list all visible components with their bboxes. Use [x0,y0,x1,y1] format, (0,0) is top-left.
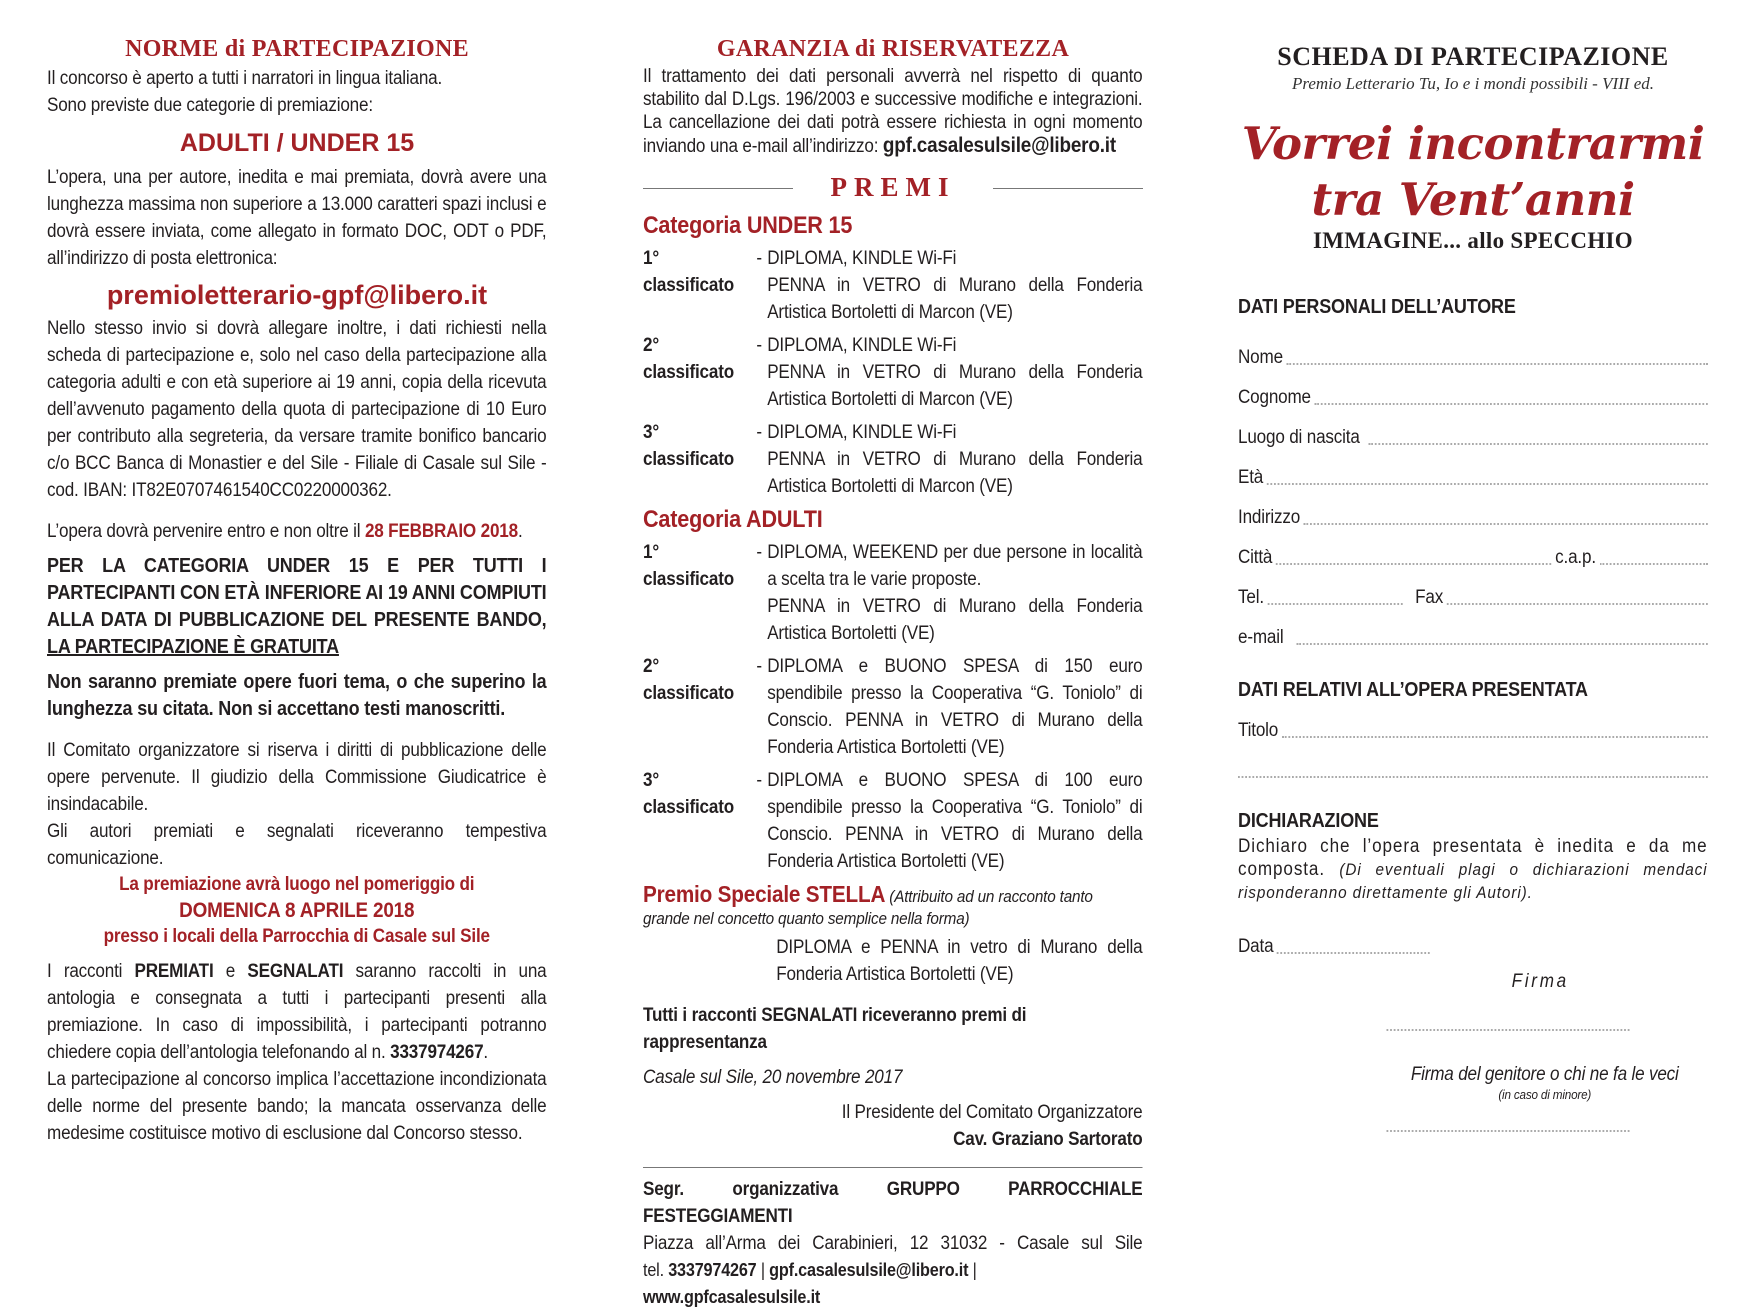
prize-description: DIPLOMA, WEEKEND per due persone in località a scelta tra le varie proposte. PENNA in VETRO di Murano della Fonderia Artistica Bortoletti (VE) [767,542,1143,644]
president-role: Il Presidente del Comitato Organizzatore [841,1102,1143,1123]
adulti-prize-row [643,653,1143,761]
cognome-field[interactable]: Cognome [1238,371,1708,411]
norme-heading: NORME di PARTECIPAZIONE [125,36,469,62]
accettazione-paragraph: La partecipazione al concorso implica l’accettazione incondizionata delle norme del presente bando; la mancata osservanza delle medesime costituisce motivo di esclusione dal Concorso stesso. [47,1069,547,1144]
opera-data-heading: DATI RELATIVI ALL’OPERA PRESENTATA [1238,679,1588,701]
adulti-prize-row [643,539,1143,647]
eta-field[interactable]: Età [1238,451,1708,491]
titolo-field-line2[interactable] [1238,744,1708,784]
categories-heading: ADULTI / UNDER 15 [179,129,415,157]
prize-dash: - [756,770,762,791]
privacy-paragraph: Il trattamento dei dati personali avverrà nel rispetto di quanto stabilito dal D.Lgs. 196/2003 e successive modifiche e integrazioni. La cancellazione dei dati potrà essere richiesta in ogni momento inviando una e-mail all’indirizzo: gpf.casalesulsile@libero.it [643,66,1143,157]
cap-label: c.a.p. [1555,547,1596,568]
prize-dash: - [756,335,762,356]
place-date: Casale sul Sile, 20 novembre 2017 [643,1067,903,1088]
nome-field[interactable]: Nome [1238,331,1708,371]
adulti-prize-row [643,767,1143,875]
scheda-title: SCHEDA DI PARTECIPAZIONE [1277,42,1669,71]
dichiarazione-heading: DICHIARAZIONE [1238,810,1379,832]
stella-description: (Attribuito ad un racconto tanto grande nel concetto quanto semplice nella forma) [643,887,1093,928]
theme-tagline: IMMAGINE... allo SPECCHIO [1313,228,1633,253]
intro-categories-text: Sono previste due categorie di premiazione: [47,95,373,116]
prize-place: 1° classificato [643,248,734,296]
personal-data-heading: DATI PERSONALI DELL’AUTORE [1238,296,1516,318]
prize-place: 2° classificato [643,656,734,704]
firma-genitore-label: Firma del genitore o chi ne fa le veci [1410,1064,1679,1085]
prize-dash: - [756,422,762,443]
autori-paragraph: Gli autori premiati e segnalati riceveranno tempestiva comunicazione. [47,821,547,869]
gratis-notice: PER LA CATEGORIA UNDER 15 E PER TUTTI I PARTECIPANTI CON ETÀ INFERIORE AI 19 ANNI COMPIUTI ALLA DATA DI PUBBLICAZIONE DEL PRESENTE BANDO, LA PARTECIPAZIONE È GRATUITA [47,555,547,658]
prize-place: 3° classificato [643,422,734,470]
intro-text: Il concorso è aperto a tutti i narratori in lingua italiana. [47,68,443,89]
firma-genitore-note: (in caso di minore) [1498,1087,1592,1102]
president-name: Cav. Graziano Sartorato [953,1129,1143,1150]
segreteria-address: Piazza all’Arma dei Carabinieri, 12 31032 - Casale sul Sile [643,1233,1143,1254]
premiazione-date: DOMENICA 8 APRILE 2018 [179,899,415,922]
segnalati-notice: Tutti i racconti SEGNALATI riceveranno premi di rappresentanza [643,1005,1027,1053]
theme-title-line2: tra Vent’anni [1311,173,1635,226]
contact-line: tel. 3337974267 | gpf.casalesulsile@libero.it | www.gpfcasalesulsile.it [643,1260,977,1307]
prize-description: DIPLOMA, KINDLE Wi-Fi PENNA in VETRO di Murano della Fonderia Artistica Bortoletti di Marcon (VE) [767,335,1143,410]
theme-title [1238,116,1708,228]
dichiarazione-text: Dichiaro che l’opera presentata è inedita e da me composta. (Di eventuali plagi o dichiarazioni mendaci risponderanno direttamente gli Autori). [1238,836,1708,902]
prize-place: 3° classificato [643,770,734,818]
prize-description: DIPLOMA, KINDLE Wi-Fi PENNA in VETRO di Murano della Fonderia Artistica Bortoletti di Marcon (VE) [767,422,1143,497]
norme-column [47,36,547,1147]
segreteria-line: Segr. organizzativa GRUPPO PARROCCHIALE FESTEGGIAMENTI [643,1179,1143,1227]
premiazione-place: presso i locali della Parrocchia di Casale sul Sile [103,926,490,947]
under15-prize-row [643,419,1143,500]
contact-website[interactable]: www.gpfcasalesulsile.it [643,1287,821,1307]
prize-dash: - [756,248,762,269]
prize-description: DIPLOMA e BUONO SPESA di 150 euro spendibile presso la Cooperativa “G. Toniolo” di Conscio. PENNA in VETRO di Murano della Fonderia Artistica Bortoletti (VE) [767,656,1143,758]
premiazione-block [47,872,547,950]
indirizzo-field[interactable]: Indirizzo [1238,491,1708,531]
privacy-email: gpf.casalesulsile@libero.it [882,134,1116,157]
comitato-paragraph: Il Comitato organizzatore si riserva i diritti di pubblicazione delle opere pervenute. Il giudizio della Commissione Giudicatrice è insindacabile. [47,740,547,815]
riservatezza-heading: GARANZIA di RISERVATEZZA [716,36,1070,62]
deadline-paragraph: L’opera dovrà pervenire entro e non oltre il 28 FEBBRAIO 2018. [47,521,523,542]
firma-genitore-line[interactable] [1387,1130,1630,1132]
luogo-nascita-field[interactable]: Luogo di nascita [1238,411,1708,451]
deadline-date: 28 FEBBRAIO 2018 [364,521,518,542]
opera-paragraph: L’opera, una per autore, inedita e mai premiata, dovrà avere una lunghezza massima non superiore a 13.000 caratteri spazi inclusi e dovrà essere inviata, come allegato in formato DOC, ODT o PDF, all’indirizzo di posta elettronica: [47,167,547,269]
submission-email: premioletterario-gpf@libero.it [106,280,488,310]
data-field[interactable]: Data [1238,920,1708,960]
prize-place: 1° classificato [643,542,734,590]
phone-number: 3337974267 [390,1042,484,1063]
firma-label: Firma [1511,971,1569,992]
divider-right [993,188,1143,189]
segreteria-name: GRUPPO PARROCCHIALE FESTEGGIAMENTI [643,1179,1143,1227]
prize-dash: - [756,542,762,563]
tel-fax-field[interactable]: Tel. Fax [1238,571,1708,611]
under15-prize-list [643,245,1143,500]
stella-prize: DIPLOMA e PENNA in vetro di Murano della Fonderia Artistica Bortoletti (VE) [776,937,1143,985]
premi-title: PREMI [830,172,956,202]
category-under15-heading: Categoria UNDER 15 [643,212,853,239]
citta-cap-field[interactable]: Città c.a.p. [1238,531,1708,571]
contact-phone: 3337974267 [668,1260,757,1280]
scheda-subtitle: Premio Letterario Tu, Io e i mondi possibili - VIII ed. [1291,74,1654,93]
firma-line[interactable] [1387,1029,1630,1031]
invio-paragraph: Nello stesso invio si dovrà allegare inoltre, i dati richiesti nella scheda di partecipazione e, solo nel caso della partecipazione alla categoria adulti e con età superiore ai 19 anni, copia della ricevuta dell’avvenuto pagamento della quota di partecipazione di 10 Euro per contributo alla segreteria, da versare tramite bonifico bancario c/o BCC Banca di Monastier e del Sile - Filiale di Casale sul Sile - cod. IBAN: IT82E0707461540CC0220000362. [47,318,547,501]
premiazione-line: La premiazione avrà luogo nel pomeriggio di [119,874,475,895]
scheda-column [1238,36,1708,1132]
prize-description: DIPLOMA, KINDLE Wi-Fi PENNA in VETRO di Murano della Fonderia Artistica Bortoletti di Marcon (VE) [767,248,1143,323]
theme-title-line1: Vorrei incontrarmi [1241,117,1705,170]
category-adulti-heading: Categoria ADULTI [643,506,823,533]
premi-divider [643,172,1143,206]
email-field[interactable]: e-mail [1238,611,1708,651]
under15-prize-row [643,332,1143,413]
titolo-field[interactable]: Titolo [1238,704,1708,744]
footer-divider [643,1167,1143,1168]
prize-place: 2° classificato [643,335,734,383]
antologia-paragraph: I racconti PREMIATI e SEGNALATI saranno raccolti in una antologia e consegnata a tutti i partecipanti presenti alla premiazione. In caso di impossibilità, i partecipanti potranno chiedere copia dell’antologia telefonando al n. 3337974267. [47,961,547,1063]
fax-label: Fax [1415,587,1444,608]
fuori-tema-notice: Non saranno premiate opere fuori tema, o che superino la lunghezza su citata. Non si accettano testi manoscritti. [47,671,547,720]
prize-description: DIPLOMA e BUONO SPESA di 100 euro spendibile presso la Cooperativa “G. Toniolo” di Conscio. PENNA in VETRO di Murano della Fonderia Artistica Bortoletti (VE) [767,770,1143,872]
stella-title: Premio Speciale STELLA [643,881,886,907]
stella-block [643,883,1143,930]
contact-email[interactable]: gpf.casalesulsile@libero.it [769,1260,969,1280]
under15-prize-row [643,245,1143,326]
premi-column [643,36,1143,1311]
adulti-prize-list [643,539,1143,875]
prize-dash: - [756,656,762,677]
